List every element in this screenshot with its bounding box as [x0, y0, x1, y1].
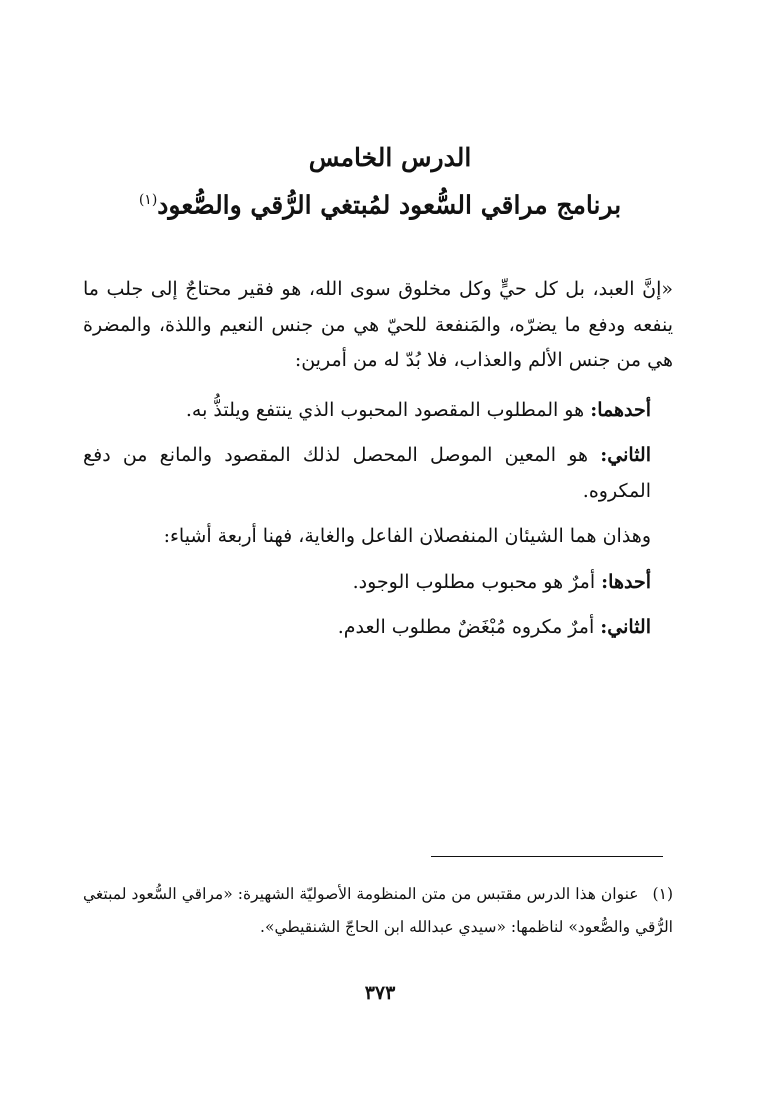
paragraph-first-text: هو المطلوب المقصود المحبوب الذي ينتفع ويلتذُّ به. [185, 398, 585, 421]
list-term-first: أحدها: [601, 570, 651, 593]
main-text [83, 272, 673, 656]
paragraph-first-matter [83, 393, 673, 429]
footnote-marker: (١) [652, 885, 673, 903]
list-term-second: الثاني: [600, 616, 651, 638]
footnote-reference: (١) [138, 192, 158, 208]
paragraph-second-text: هو المعين الموصل المحصل لذلك المقصود والمانع من دفع المكروه. [83, 444, 651, 502]
term-first: أحدهما: [590, 398, 651, 421]
lesson-heading [80, 138, 680, 227]
lesson-subtitle [80, 178, 680, 227]
list-item-second [83, 610, 673, 646]
list-text-second: أمرٌ مكروه مُبْغَضٌ مطلوب العدم. [337, 616, 595, 638]
lesson-subtitle-text: برنامج مراقي السُّعود لمُبتغي الرُّقي والصُّعود [157, 190, 622, 220]
term-second: الثاني: [600, 444, 651, 466]
lesson-title: الدرس الخامس [308, 143, 472, 172]
footnote-text: عنوان هذا الدرس مقتبس من متن المنظومة الأصوليّة الشهيرة: «مراقي السُّعود لمبتغي الرُّقي والصُّعود» لناظمها: «سيدي عبدالله ابن الحاجّ الشنقيطي». [83, 885, 673, 936]
paragraph-intro: «إنَّ العبد، بل كل حيٍّ وكل مخلوق سوى الله، هو فقير محتاجٌ إلى جلب ما ينفعه ودفع ما يضرّه، والمَنفعة للحيّ هي من جنس النعيم واللذة، والمضرة هي من جنس الألم والعذاب، فلا بُدّ له من أمرين: [83, 278, 673, 371]
list-text-first: أمرٌ هو محبوب مطلوب الوجود. [352, 570, 596, 593]
footnote [83, 878, 673, 944]
list-item-first [83, 565, 673, 601]
footnote-divider [431, 856, 663, 857]
paragraph-four-things: وهذان هما الشيئان المنفصلان الفاعل والغاية، فهنا أربعة أشياء: [163, 525, 651, 547]
paragraph-second-matter [83, 438, 673, 509]
page-number: ٣٧٣ [364, 982, 396, 1004]
